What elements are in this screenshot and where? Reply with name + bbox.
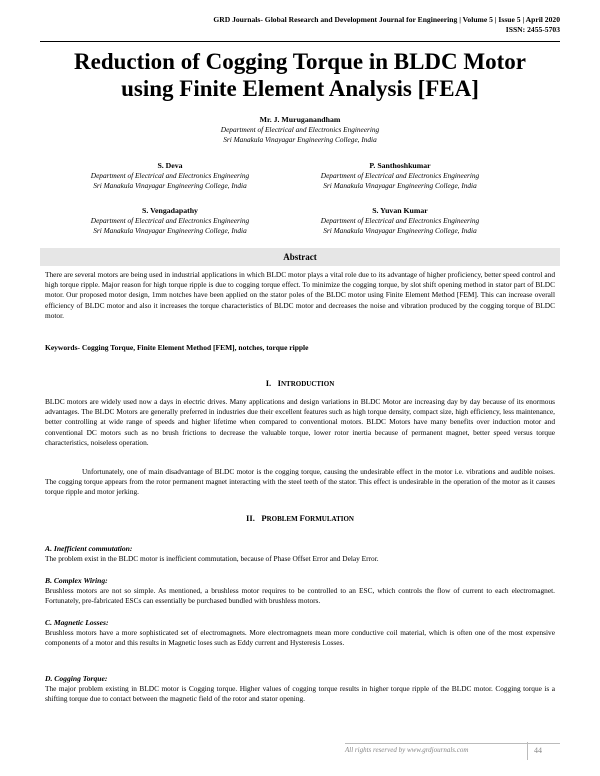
author-department: Department of Electrical and Electronics Engineering bbox=[320, 171, 480, 180]
author-department: Department of Electrical and Electronics Engineering bbox=[220, 125, 380, 134]
author-block-2 bbox=[45, 160, 295, 190]
section-numeral: II. bbox=[246, 513, 255, 523]
author-block-5 bbox=[275, 205, 525, 235]
author-name: Mr. J. Muruganandham bbox=[259, 115, 341, 124]
section-initial: P bbox=[261, 513, 267, 523]
subsection-text-c: Brushless motors have a more sophisticated set of electromagnets. More electromagnets mean more conductive coil material, which is often one of the most expensive components of a motor and this results in Magnetic loses such as Eddy current and Hysteresis Losses. bbox=[45, 628, 555, 648]
header-rule bbox=[40, 41, 560, 42]
abstract-text: There are several motors are being used in industrial applications in which BLDC motor plays a vital role due to its advantage of higher proficiency, better speed control and high torque ripple. Major reason for high torque ripple is due to cogging torque effect. To minimize the cogging torque, by slot shift opening method in stator part of BLDC motor. Our proposed motor design, 1mm notches have been applied on the stator poles of the BLDC motor using Finite Element Method [FEM]. This can increase overall efficiency of BLDC motor and also it increases the torque characteristics of BLDC motor and decreases the noise and vibration produced by the cogging torque of BLDC motor. bbox=[45, 270, 555, 320]
footer-separator bbox=[527, 742, 528, 760]
author-college: Sri Manakula Vinayagar Engineering College, India bbox=[93, 180, 247, 190]
subsection-text-b: Brushless motors are not so simple. As mentioned, a brushless motor requires to be controlled to an ESC, which controls the flow of current to each electromagnet. Fortunately, pre-fabricated ESCs can essentially be purchased bundled with brushless motors. bbox=[45, 586, 555, 606]
title-line-2: using Finite Element Analysis [FEA] bbox=[121, 76, 479, 101]
issn: ISSN: 2455-5703 bbox=[505, 25, 560, 34]
section-heading-problem-formulation bbox=[40, 513, 560, 525]
section-initial-2: F bbox=[299, 513, 305, 523]
section-title-rest: ROBLEM bbox=[266, 515, 300, 523]
author-department: Department of Electrical and Electronics Engineering bbox=[90, 171, 250, 180]
subsection-heading-b: B. Complex Wiring: bbox=[45, 576, 108, 585]
subsection-heading-d: D. Cogging Torque: bbox=[45, 674, 108, 683]
author-block-1 bbox=[150, 114, 450, 144]
author-department: Department of Electrical and Electronics Engineering bbox=[320, 216, 480, 225]
title-line-1: Reduction of Cogging Torque in BLDC Motor bbox=[74, 49, 526, 74]
author-college: Sri Manakula Vinayagar Engineering College, India bbox=[323, 225, 477, 235]
section-initial: I bbox=[277, 378, 281, 388]
subsection-text-a: The problem exist in the BLDC motor is inefficient commutation, because of Phase Offset Error and Delay Error. bbox=[45, 554, 379, 563]
author-name: S. Yuvan Kumar bbox=[372, 206, 428, 215]
author-name: S. Vengadapathy bbox=[142, 206, 198, 215]
author-name: S. Deva bbox=[157, 161, 183, 170]
author-block-4 bbox=[45, 205, 295, 235]
subsection-heading-c: C. Magnetic Losses: bbox=[45, 618, 109, 627]
author-college: Sri Manakula Vinayagar Engineering College, India bbox=[223, 134, 377, 144]
footer-rights: All rights reserved by www.grdjournals.com bbox=[345, 746, 469, 754]
section-title-rest: NTRODUCTION bbox=[281, 380, 335, 388]
intro-paragraph-2: Unfortunately, one of main disadvantage of BLDC motor is the cogging torque, causing the undesirable effect in the motor i.e. vibrations and audible noises. The cogging torque appears from the rotor permanent magnet interacting with the steel teeth of the stator. This effect is undesirable in the operation of the motor as it causes torque ripple and motor jerking. bbox=[45, 467, 555, 497]
intro-paragraph-1: BLDC motors are widely used now a days in electric drives. Many applications and design variations in BLDC Motor are increasing day by day because of its enormous advantages. The BLDC Motors are generally preferred in industries due their excellent features such as high torque density, compact size, high efficiency, less maintenance, better controlling at wide range of speeds and higher lifetime when compared to conventional motors. BLDC Motors have many benefits over induction motor and conventional DC motors such as no brush frictions to decrease the valuable torque, lower rotor inertia because of permanent magnet, better speed versus torque characteristics, noiseless operation. bbox=[45, 397, 555, 447]
paper-title bbox=[40, 48, 560, 102]
author-college: Sri Manakula Vinayagar Engineering College, India bbox=[323, 180, 477, 190]
abstract-heading: Abstract bbox=[40, 248, 560, 266]
subsection-heading-a: A. Inefficient commutation: bbox=[45, 544, 133, 553]
section-numeral: I. bbox=[265, 378, 272, 388]
author-department: Department of Electrical and Electronics Engineering bbox=[90, 216, 250, 225]
author-college: Sri Manakula Vinayagar Engineering College, India bbox=[93, 225, 247, 235]
author-name: P. Santhoshkumar bbox=[369, 161, 431, 170]
keywords: Keywords- Cogging Torque, Finite Element Method [FEM], notches, torque ripple bbox=[45, 343, 309, 352]
section-title-rest-2: ORMULATION bbox=[304, 515, 354, 523]
subsection-text-d: The major problem existing in BLDC motor is Cogging torque. Higher values of cogging torque results in higher torque ripple of the BLDC motor. Cogging torque is a shifting torque due to contact between the magnetic field of the rotor and stator opening. bbox=[45, 684, 555, 704]
author-block-3 bbox=[275, 160, 525, 190]
journal-line: GRD Journals- Global Research and Development Journal for Engineering | Volume 5 | Issue 5 | April 2020 bbox=[213, 15, 560, 24]
page-number: 44 bbox=[534, 746, 542, 755]
section-heading-introduction bbox=[40, 378, 560, 390]
